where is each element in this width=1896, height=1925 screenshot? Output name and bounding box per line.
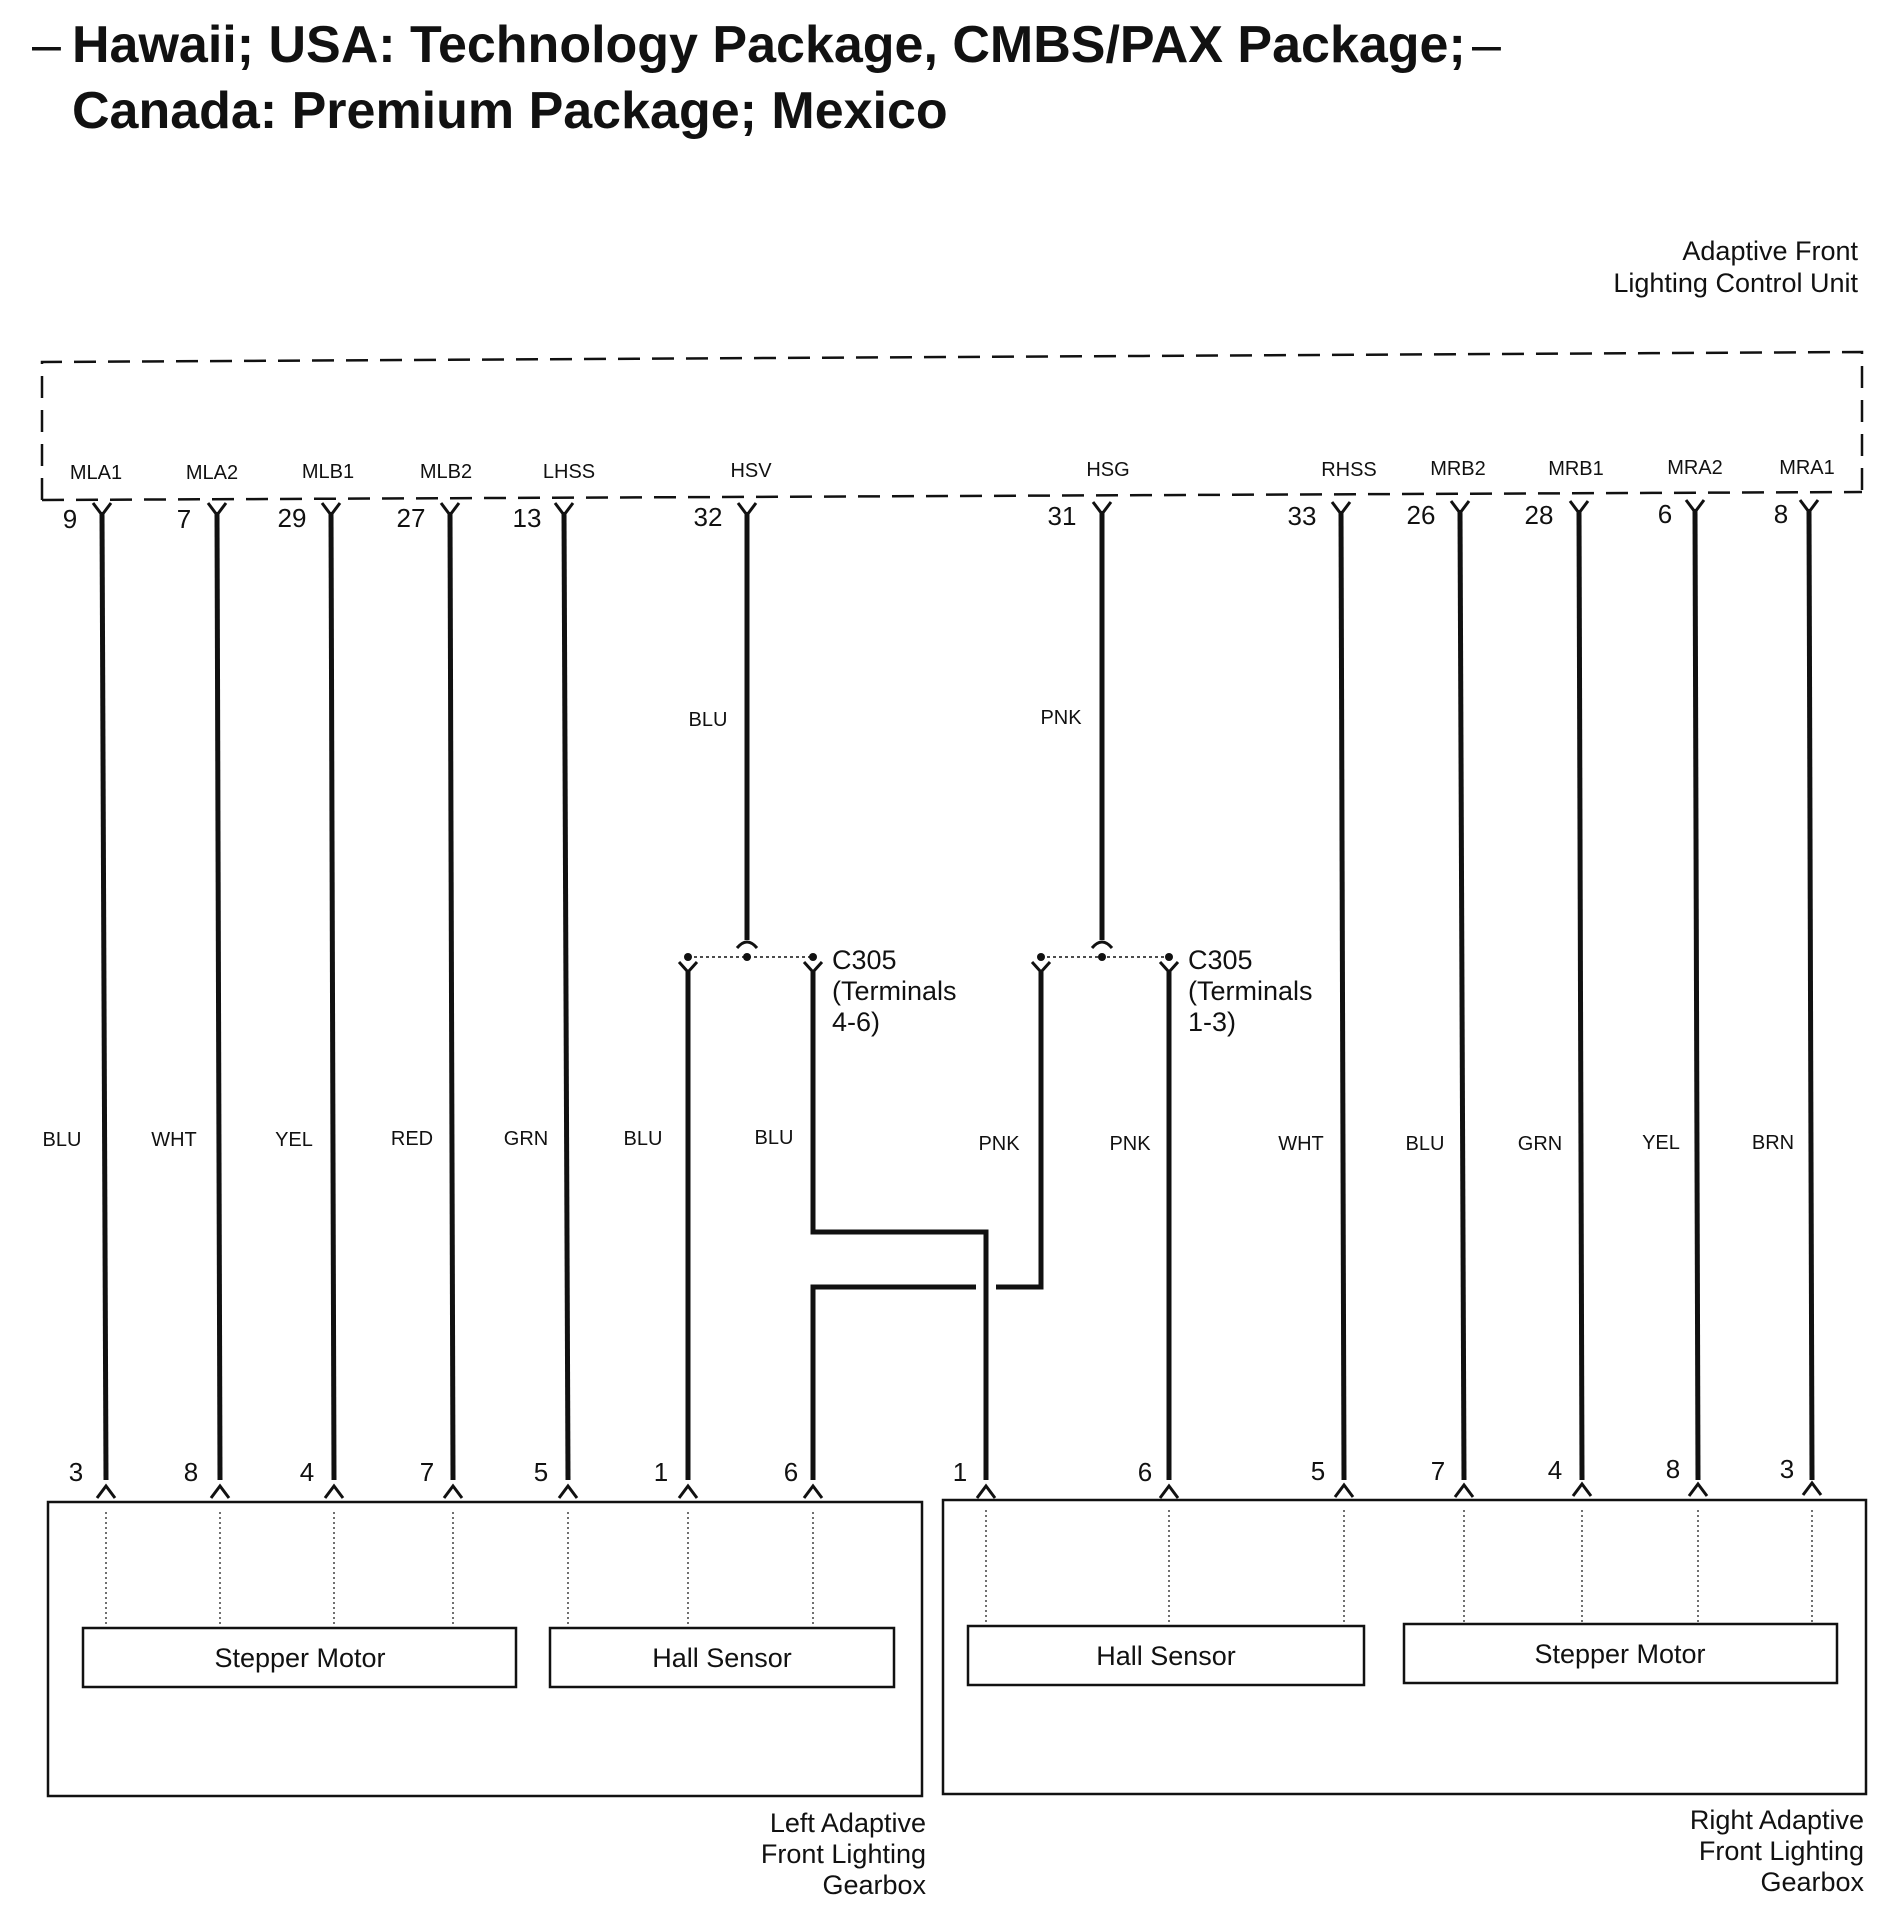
splice-label-line2: 1-3) bbox=[1188, 1007, 1237, 1037]
wires bbox=[102, 509, 1812, 1480]
splice-dot bbox=[684, 953, 692, 961]
left-pin-num: 8 bbox=[183, 1457, 199, 1487]
pin-name-mla1: MLA1 bbox=[69, 462, 123, 484]
pin-num-13: 13 bbox=[512, 503, 542, 533]
wire-color-label: YEL bbox=[275, 1129, 313, 1151]
wire-color-label: WHT bbox=[1278, 1133, 1324, 1155]
wire-mla2 bbox=[217, 512, 220, 1480]
left-gearbox-label-2: Front Lighting bbox=[760, 1839, 926, 1869]
pin-name-mrb1: MRB1 bbox=[1548, 458, 1604, 480]
left-pin-num: 1 bbox=[653, 1457, 669, 1487]
pin-name-mla2: MLA2 bbox=[185, 462, 239, 484]
left-stepper-motor-label: Stepper Motor bbox=[214, 1643, 386, 1673]
right-gearbox bbox=[943, 1500, 1866, 1897]
terminal-symbol bbox=[804, 1486, 822, 1498]
terminal-symbol bbox=[1573, 1484, 1591, 1496]
pin-name-mra2: MRA2 bbox=[1667, 457, 1723, 479]
right-gearbox-label-2: Front Lighting bbox=[1698, 1836, 1864, 1866]
pin-name-hsg: HSG bbox=[1086, 459, 1130, 481]
pin-num-9: 9 bbox=[62, 504, 78, 534]
title-text-1: Hawaii; USA: Technology Package, CMBS/PAX Package; bbox=[72, 16, 1466, 74]
pin-num-28: 28 bbox=[1524, 500, 1554, 530]
title-dash-right: – bbox=[1472, 16, 1501, 74]
wire-mrb2 bbox=[1460, 510, 1464, 1480]
pin-name-mrb2: MRB2 bbox=[1430, 458, 1486, 480]
splice-cap bbox=[737, 942, 757, 948]
right-pin-num: 3 bbox=[1779, 1454, 1795, 1484]
left-hall-sensor-label: Hall Sensor bbox=[652, 1643, 792, 1673]
title-line-2: Canada: Premium Package; Mexico bbox=[72, 82, 948, 140]
splice-dot bbox=[1165, 953, 1173, 961]
terminal-symbol bbox=[1455, 1485, 1473, 1497]
terminal-symbol bbox=[444, 1486, 462, 1498]
pin-name-mlb1: MLB1 bbox=[301, 461, 355, 483]
wire-mra1 bbox=[1809, 509, 1812, 1480]
pin-name-lhss: LHSS bbox=[542, 461, 596, 483]
splice-label-line2: 4-6) bbox=[832, 1007, 881, 1037]
wire-pnk-crossover-a bbox=[996, 970, 1041, 1287]
terminal-symbol bbox=[1335, 1485, 1353, 1497]
splice-terminal bbox=[804, 962, 822, 972]
right-pin-num: 5 bbox=[1310, 1456, 1326, 1486]
splice-terminal bbox=[1160, 962, 1178, 972]
wire-color-label: WHT bbox=[151, 1129, 197, 1151]
splice-c305-right bbox=[1032, 942, 1313, 1037]
wire-mrb1 bbox=[1579, 510, 1582, 1480]
left-gearbox-label-1: Left Adaptive bbox=[769, 1808, 926, 1838]
top-terminals bbox=[93, 500, 1818, 515]
wire-mla1 bbox=[102, 512, 106, 1480]
wire-color-label: BLU bbox=[1405, 1133, 1445, 1155]
wire-color-label: BLU bbox=[754, 1127, 794, 1149]
pin-name-hsv: HSV bbox=[730, 460, 772, 482]
right-gearbox-label-3: Gearbox bbox=[1760, 1867, 1864, 1897]
left-gearbox-label-3: Gearbox bbox=[822, 1870, 926, 1900]
title-dash-left: – bbox=[32, 16, 61, 74]
left-pin-num: 6 bbox=[783, 1457, 799, 1487]
right-pin-num: 6 bbox=[1137, 1457, 1153, 1487]
right-pin-num: 1 bbox=[952, 1457, 968, 1487]
pin-num-7: 7 bbox=[176, 504, 192, 534]
right-hall-sensor-label: Hall Sensor bbox=[1096, 1641, 1236, 1671]
splice-label-line1: (Terminals bbox=[1188, 976, 1313, 1006]
right-gearbox-label-1: Right Adaptive bbox=[1689, 1805, 1864, 1835]
right-pin-num: 4 bbox=[1547, 1455, 1563, 1485]
wire-color-labels bbox=[43, 707, 1795, 1155]
pin-name-mra1: MRA1 bbox=[1779, 457, 1835, 479]
left-pin-num: 3 bbox=[68, 1457, 84, 1487]
wire-color-label: GRN bbox=[1517, 1133, 1563, 1155]
splice-dot bbox=[743, 953, 751, 961]
terminal-symbol bbox=[559, 1486, 577, 1498]
splice-label-name: C305 bbox=[1188, 945, 1253, 975]
terminal-symbol bbox=[325, 1486, 343, 1498]
wire-color-label: BRN bbox=[1751, 1132, 1795, 1154]
left-pin-num: 5 bbox=[533, 1457, 549, 1487]
right-pin-num: 8 bbox=[1665, 1454, 1681, 1484]
wire-lhss bbox=[564, 512, 568, 1480]
control-unit-label-2: Lighting Control Unit bbox=[1613, 268, 1858, 298]
splice-dot bbox=[809, 953, 817, 961]
terminal-symbol bbox=[977, 1486, 995, 1498]
right-internal-links bbox=[986, 1510, 1812, 1626]
right-stepper-motor-label: Stepper Motor bbox=[1534, 1639, 1706, 1669]
left-gearbox bbox=[48, 1502, 926, 1900]
wire-color-label: BLU bbox=[42, 1129, 82, 1151]
left-internal-links bbox=[106, 1512, 813, 1628]
pin-num-27: 27 bbox=[396, 503, 426, 533]
wire-mra2 bbox=[1695, 509, 1698, 1480]
terminal-symbol bbox=[97, 1486, 115, 1498]
control-unit-label-1: Adaptive Front bbox=[1682, 236, 1858, 266]
wire-right-hall-1 bbox=[813, 970, 986, 1480]
right-pin-num: 7 bbox=[1430, 1456, 1446, 1486]
pin-num-29: 29 bbox=[277, 503, 307, 533]
splice-dot bbox=[1098, 953, 1106, 961]
gearbox-pin-numbers bbox=[69, 1454, 1794, 1487]
splice-dot bbox=[1037, 953, 1045, 961]
wire-color-label: BLU bbox=[623, 1128, 663, 1150]
wire-mlb1 bbox=[331, 512, 334, 1480]
wire-mlb2 bbox=[450, 512, 453, 1480]
pin-num-33: 33 bbox=[1287, 501, 1317, 531]
splice-terminal bbox=[679, 962, 697, 972]
wire-color-label: PNK bbox=[1109, 1133, 1151, 1155]
terminal-symbol bbox=[1689, 1484, 1707, 1496]
wire-pnk-crossover-b bbox=[813, 1287, 976, 1480]
pin-num-31: 31 bbox=[1047, 501, 1077, 531]
pin-name-mlb2: MLB2 bbox=[419, 461, 473, 483]
wire-color-label: YEL bbox=[1642, 1132, 1680, 1154]
terminal-symbol bbox=[1803, 1483, 1821, 1495]
pin-num-8: 8 bbox=[1773, 499, 1789, 529]
terminal-symbol bbox=[679, 1486, 697, 1498]
terminal-symbol bbox=[211, 1486, 229, 1498]
left-pin-num: 4 bbox=[299, 1457, 315, 1487]
wire-color-hsv: BLU bbox=[688, 709, 728, 731]
pin-num-32: 32 bbox=[693, 502, 723, 532]
splice-label-line1: (Terminals bbox=[832, 976, 957, 1006]
splice-label-name: C305 bbox=[832, 945, 897, 975]
splice-terminal bbox=[1032, 962, 1050, 972]
splice-c305-left bbox=[679, 942, 957, 1037]
wire-color-label: PNK bbox=[978, 1133, 1020, 1155]
terminal-symbol bbox=[1160, 1486, 1178, 1498]
pin-num-6: 6 bbox=[1657, 499, 1673, 529]
left-pin-num: 7 bbox=[419, 1457, 435, 1487]
wire-color-label: GRN bbox=[503, 1128, 549, 1150]
pin-name-rhss: RHSS bbox=[1321, 459, 1377, 481]
pin-num-26: 26 bbox=[1406, 500, 1436, 530]
wire-rhss bbox=[1341, 511, 1344, 1480]
wire-color-hsg: PNK bbox=[1040, 707, 1082, 729]
splice-cap bbox=[1092, 942, 1112, 948]
wire-color-label: RED bbox=[390, 1128, 434, 1150]
